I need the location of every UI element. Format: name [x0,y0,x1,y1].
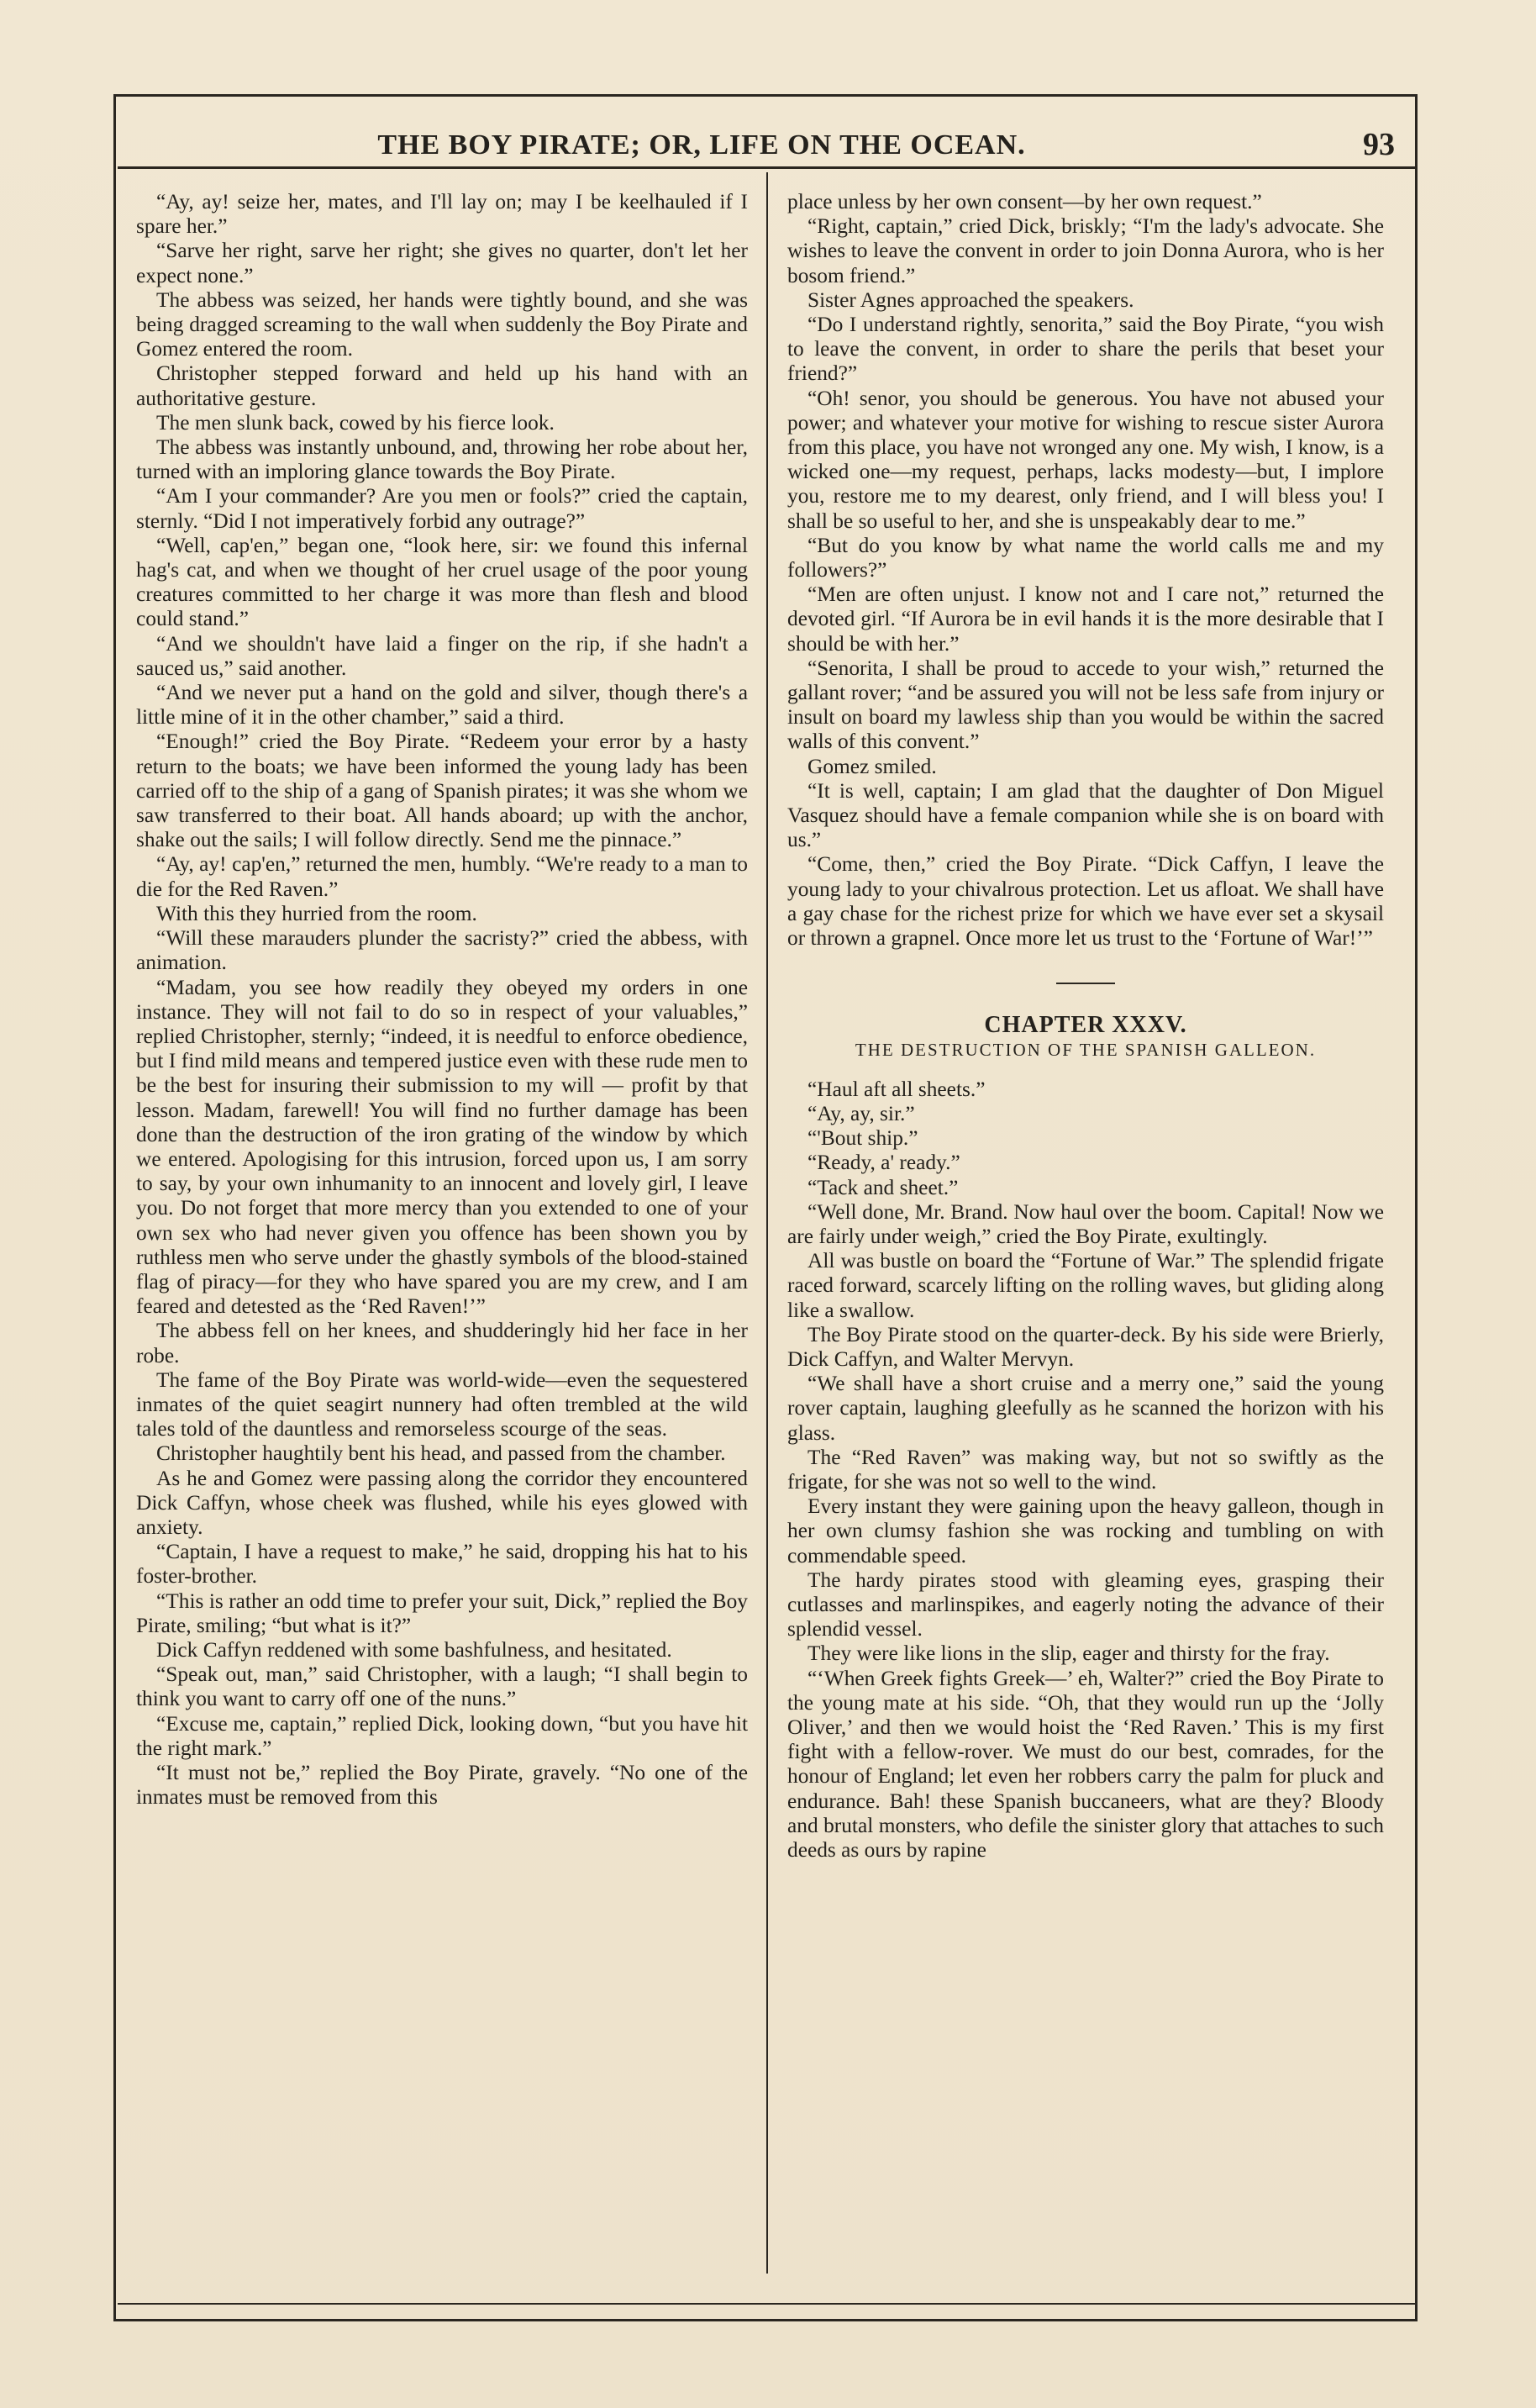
paragraph: place unless by her own consent—by her own request.” [787,190,1262,213]
paragraph: The Boy Pirate stood on the quarter-deck. By his side were Brierly, Dick Caffyn, and Walter Mervyn. [787,1322,1384,1371]
paragraph: Christopher haughtily bent his head, and passed from the chamber. [156,1441,726,1466]
bottom-rule [118,2303,1416,2305]
paragraph: The abbess was seized, her hands were tightly bound, and she was being dragged screaming to the wall when suddenly the Boy Pirate and Gomez entered the room. [136,287,748,361]
chapter-subtitle: THE DESTRUCTION OF THE SPANISH GALLEON. [855,1039,1317,1060]
paragraph: “Tack and sheet.” [807,1175,959,1199]
paragraph: “Right, captain,” cried Dick, briskly; “I'm the lady's advocate. She wishes to leave the convent in order to join Donna Aurora, who is her bosom friend.” [787,214,1384,287]
paragraph: “Men are often unjust. I know not and I care not,” returned the devoted girl. “If Aurora be in evil hands it is the more desirable that I should be with her.” [787,582,1384,656]
paragraph: The men slunk back, cowed by his fierce look. [156,410,555,435]
paragraph: “Well, cap'en,” began one, “look here, sir: we found this infernal hag's cat, and when we thought of her cruel usage of the poor young creatures committed to her charge it was more than flesh and blood could stand.” [136,533,748,631]
paragraph: “Ay, ay! seize her, mates, and I'll lay on; may I be keelhauled if I spare her.” [136,190,748,239]
paragraph: “Speak out, man,” said Christopher, with a laugh; “I shall begin to think you want to carry off one of the nuns.” [136,1662,748,1711]
chapter-title: CHAPTER XXXV. [984,1012,1187,1039]
right-column [787,190,1384,2258]
paragraph: With this they hurried from the room. [156,901,477,925]
paragraph: “Captain, I have a request to make,” he said, dropping his hat to his foster-brother. [136,1540,748,1589]
header-rule [118,166,1416,169]
paragraph: “Sarve her right, sarve her right; she gives no quarter, don't let her expect none.” [136,239,748,287]
paragraph: The “Red Raven” was making way, but not so swiftly as the frigate, for she was not so well to the wind. [787,1445,1384,1494]
paragraph: The abbess fell on her knees, and shudderingly hid her face in her robe. [136,1319,748,1367]
paragraph: All was bustle on board the “Fortune of War.” The splendid frigate raced forward, scarcely lifting on the rolling waves, but gliding along like a swallow. [787,1249,1384,1322]
page-number: 93 [1363,127,1395,162]
paragraph: “Will these marauders plunder the sacristy?” cried the abbess, with animation. [136,926,748,975]
paragraph: “‘When Greek fights Greek—’ eh, Walter?” cried the Boy Pirate to the young mate at his side. “Oh, that they would run up the ‘Jolly Oliver,’ and then we would hoist the ‘Red Raven.’ This is my first fight with a fellow-rover. We must do our best, comrades, for the honour of England; let even her robbers carry the palm for pluck and endurance. Bah! these Spanish buccaneers, what are they? Bloody and brutal monsters, who defile the sinister glory that attaches to such deeds as ours by rapine [787,1666,1384,1862]
paragraph: “Well done, Mr. Brand. Now haul over the boom. Capital! Now we are fairly under weigh,” cried the Boy Pirate, exultingly. [787,1199,1384,1248]
paragraph: “Enough!” cried the Boy Pirate. “Redeem your error by a hasty return to the boats; we have been informed the young lady has been carried off to the ship of a gang of Spanish pirates; it was she whom we saw transferred to their boat. All hands aboard; up with the anchor, shake out the sails; I will follow directly. Send me the pinnace.” [136,730,748,852]
paragraph: “And we never put a hand on the gold and silver, though there's a little mine of it in the other chamber,” said a third. [136,681,748,730]
paragraph: They were like lions in the slip, eager and thirsty for the fray. [807,1641,1330,1666]
paragraph: “Excuse me, captain,” replied Dick, looking down, “but you have hit the right mark.” [136,1711,748,1760]
paragraph: As he and Gomez were passing along the corridor they encountered Dick Caffyn, whose cheek was flushed, while his eyes glowed with anxiety. [136,1466,748,1539]
paragraph: “And we shouldn't have laid a finger on the rip, if she hadn't a sauced us,” said another. [136,631,748,680]
paragraph: Gomez smiled. [807,754,937,778]
paragraph: “It is well, captain; I am glad that the daughter of Don Miguel Vasquez should have a female companion while she is on board with us.” [787,778,1384,852]
paragraph: The hardy pirates stood with gleaming eyes, grasping their cutlasses and marlinspikes, and eagerly noting the advance of their splendid vessel. [787,1568,1384,1641]
paragraph: Dick Caffyn reddened with some bashfulness, and hesitated. [156,1637,672,1662]
running-head: THE BOY PIRATE; OR, LIFE ON THE OCEAN. [377,129,1026,161]
paragraph: “Haul aft all sheets.” [807,1077,986,1101]
paragraph: Christopher stepped forward and held up his hand with an authoritative gesture. [136,361,748,410]
paragraph: “It must not be,” replied the Boy Pirate, gravely. “No one of the inmates must be removed from this [136,1761,748,1810]
paragraph: “This is rather an odd time to prefer your suit, Dick,” replied the Boy Pirate, smiling; “but what is it?” [136,1589,748,1637]
left-column [136,190,748,2258]
paragraph: “Am I your commander? Are you men or fools?” cried the captain, sternly. “Did I not imperatively forbid any outrage?” [136,484,748,533]
paragraph: “We shall have a short cruise and a merry one,” said the young rover captain, laughing gleefully as he scanned the horizon with his glass. [787,1372,1384,1445]
paragraph: “'Bout ship.” [807,1126,918,1151]
paragraph: “But do you know by what name the world calls me and my followers?” [787,533,1384,582]
paragraph: “Oh! senor, you should be generous. You have not abused your power; and whatever your motive for wishing to rescue sister Aurora from this place, you have not wronged any one. My wish, I know, is a wicked one—my request, perhaps, lacks modesty—but, I implore you, restore me to my dearest, only friend, and I will bless you! I shall be so useful to her, and she is unspeakably dear to me.” [787,386,1384,533]
paragraph: Every instant they were gaining upon the heavy galleon, though in her own clumsy fashion she was rocking and tumbling on with commendable speed. [787,1494,1384,1568]
paragraph: “Ay, ay, sir.” [807,1101,915,1125]
section-rule [1056,983,1115,984]
column-divider [766,172,768,2274]
paragraph: The abbess was instantly unbound, and, throwing her robe about her, turned with an imploring glance towards the Boy Pirate. [136,435,748,484]
paragraph: Sister Agnes approached the speakers. [807,287,1134,312]
paragraph: “Senorita, I shall be proud to accede to your wish,” returned the gallant rover; “and be assured you will not be less safe from injury or insult on board my lawless ship than you would be within the sacred walls of this convent.” [787,656,1384,754]
right-column-before [787,190,1384,951]
paragraph: “Do I understand rightly, senorita,” said the Boy Pirate, “you wish to leave the convent, in order to share the perils that beset your friend?” [787,313,1384,386]
paragraph: “Come, then,” cried the Boy Pirate. “Dick Caffyn, I leave the young lady to your chivalrous protection. Let us afloat. We shall have a gay chase for the richest prize for which we have ever set a skysail or thrown a grapnel. Once more let us trust to the ‘Fortune of War!’” [787,852,1384,951]
paragraph: The fame of the Boy Pirate was world-wide—even the sequestered inmates of the quiet seagirt nunnery had often trembled at the wild tales told of the dauntless and remorseless scourge of the seas. [136,1367,748,1441]
paragraph: “Madam, you see how readily they obeyed my orders in one instance. They will not fail to do so in respect of your valuables,” replied Christopher, sternly; “indeed, it is needful to enforce obedience, but I find mild means and tempered justice even with these rude men to be the best for insuring their submission to my will — profit by that lesson. Madam, farewell! You will find no further damage has been done than the destruction of the iron grating of the window by which we entered. Apologising for this intrusion, forced upon us, I am sorry to say, by your own inhumanity to an innocent and lovely girl, I leave you. Do not forget that more mercy than you extended to one of your own sex who had never given you offence has been shown you by ruthless men who serve under the ghastly symbols of the blood-stained flag of piracy—for they who have spared you are my crew, and I am feared and detested as the ‘Red Raven!’” [136,975,748,1319]
paragraph: “Ready, a' ready.” [807,1151,960,1175]
paragraph: “Ay, ay! cap'en,” returned the men, humbly. “We're ready to a man to die for the Red Raven.” [136,852,748,901]
right-column-after [787,1078,1384,1863]
